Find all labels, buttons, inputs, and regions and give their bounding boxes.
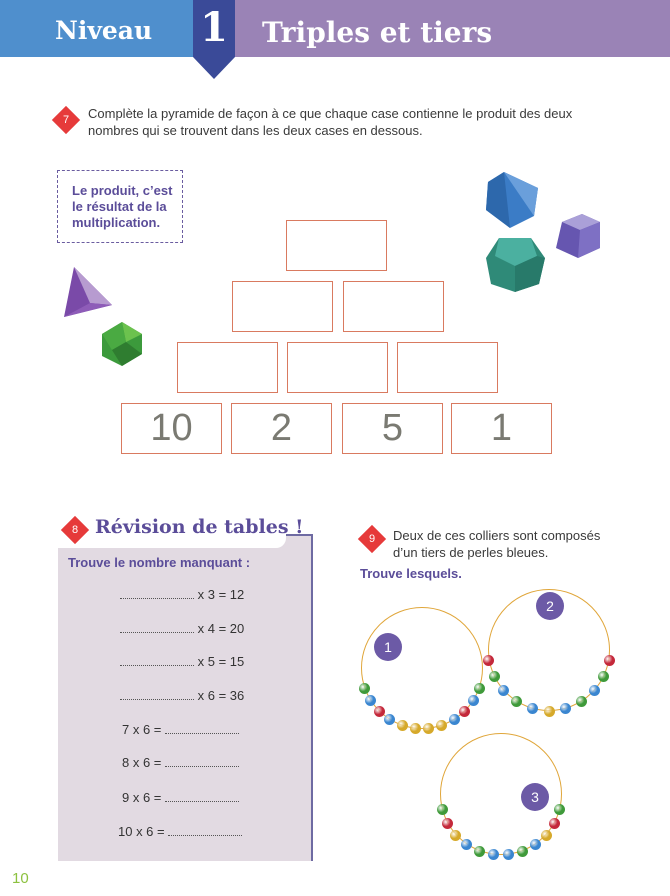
bead-green: [489, 671, 500, 682]
answer-blank[interactable]: [165, 757, 239, 767]
exercise-8-number: 8: [71, 524, 79, 536]
exercise-9-prompt: Trouve lesquels.: [360, 566, 462, 581]
page-title: Triples et tiers: [262, 16, 493, 49]
bead-yellow: [410, 723, 421, 734]
pyramid-cell-r4-3: 5: [342, 403, 443, 454]
equation-row: [122, 722, 239, 737]
bead-red: [442, 818, 453, 829]
icosahedron-icon: [98, 320, 146, 368]
bead-green: [474, 683, 485, 694]
answer-blank[interactable]: [120, 690, 194, 700]
equation-text: x 6 = 36: [197, 688, 245, 703]
equation-text: x 4 = 20: [197, 621, 245, 636]
octahedron-icon: [482, 170, 544, 230]
page-number: 10: [12, 870, 29, 887]
bead-yellow: [423, 723, 434, 734]
bead-green: [511, 696, 522, 707]
level-number: 1: [200, 4, 228, 51]
instruction-line-1: Deux de ces colliers sont composés: [393, 528, 601, 543]
equation-text: 9 x 6 =: [122, 790, 162, 805]
bead-red: [549, 818, 560, 829]
bead-blue: [503, 849, 514, 860]
bead-blue: [530, 839, 541, 850]
necklace-1-label: 1: [374, 633, 402, 661]
bead-blue: [488, 849, 499, 860]
answer-blank[interactable]: [165, 792, 239, 802]
answer-blank[interactable]: [120, 623, 194, 633]
tip-line-1: Le produit, c’est: [72, 183, 173, 198]
pyramid-cell-r1-1[interactable]: [286, 220, 387, 271]
bead-blue: [468, 695, 479, 706]
tip-box: [57, 170, 183, 243]
bead-green: [598, 671, 609, 682]
bead-yellow: [397, 720, 408, 731]
section-title: Révision de tables !: [95, 516, 304, 538]
pyramid-cell-r3-1[interactable]: [177, 342, 278, 393]
bead-yellow: [541, 830, 552, 841]
dodecahedron-icon: [485, 236, 547, 294]
equation-text: 7 x 6 =: [122, 722, 162, 737]
pyramid-cell-r2-1[interactable]: [232, 281, 333, 332]
equation-text: 8 x 6 =: [122, 755, 162, 770]
bead-red: [374, 706, 385, 717]
equation-text: 10 x 6 =: [118, 824, 165, 839]
pyramid-cell-r3-2[interactable]: [287, 342, 388, 393]
bead-blue: [527, 703, 538, 714]
bead-blue: [560, 703, 571, 714]
answer-blank[interactable]: [165, 724, 239, 734]
equation-row: [122, 755, 239, 770]
bead-green: [437, 804, 448, 815]
tip-line-3: multiplication.: [72, 215, 161, 230]
pyramid-cell-r3-3[interactable]: [397, 342, 498, 393]
bead-yellow: [450, 830, 461, 841]
answer-blank[interactable]: [168, 826, 242, 836]
bead-yellow: [436, 720, 447, 731]
bead-green: [517, 846, 528, 857]
bead-green: [576, 696, 587, 707]
exercise-7-number: 7: [62, 114, 70, 126]
exercise-9-number: 9: [368, 533, 376, 545]
necklace-2-label: 2: [536, 592, 564, 620]
instruction-line-2: nombres qui se trouvent dans les deux cases en dessous.: [88, 123, 423, 138]
bead-red: [604, 655, 615, 666]
bead-blue: [449, 714, 460, 725]
bead-blue: [589, 685, 600, 696]
tetrahedron-icon: [60, 265, 120, 325]
header-level-arrow: [193, 57, 235, 79]
equation-row: [122, 790, 239, 805]
equation-text: x 5 = 15: [197, 654, 245, 669]
instruction-line-2: d’un tiers de perles bleues.: [393, 545, 549, 560]
tip-line-2: le résultat de la: [72, 199, 167, 214]
pyramid-cell-r4-2: 2: [231, 403, 332, 454]
pyramid-cell-r4-1: 10: [121, 403, 222, 454]
level-label: Niveau: [55, 16, 153, 45]
equation-row: [120, 654, 244, 669]
equation-row: [120, 587, 244, 602]
bead-blue: [461, 839, 472, 850]
bead-green: [474, 846, 485, 857]
instruction-line-1: Complète la pyramide de façon à ce que chaque case contienne le produit des deux: [88, 106, 573, 121]
exercise-7-instruction: [88, 105, 572, 139]
cube-icon: [552, 212, 604, 262]
equation-text: x 3 = 12: [197, 587, 245, 602]
equation-row: [120, 621, 244, 636]
bead-green: [554, 804, 565, 815]
equation-row: [120, 688, 244, 703]
bead-blue: [384, 714, 395, 725]
exercise-9-instruction: [393, 527, 600, 561]
panel-subtitle: Trouve le nombre manquant :: [68, 555, 251, 570]
pyramid-cell-r4-4: 1: [451, 403, 552, 454]
answer-blank[interactable]: [120, 589, 194, 599]
pyramid-cell-r2-2[interactable]: [343, 281, 444, 332]
answer-blank[interactable]: [120, 656, 194, 666]
necklace-3-label: 3: [521, 783, 549, 811]
bead-red: [459, 706, 470, 717]
equation-row: [118, 824, 242, 839]
bead-yellow: [544, 706, 555, 717]
